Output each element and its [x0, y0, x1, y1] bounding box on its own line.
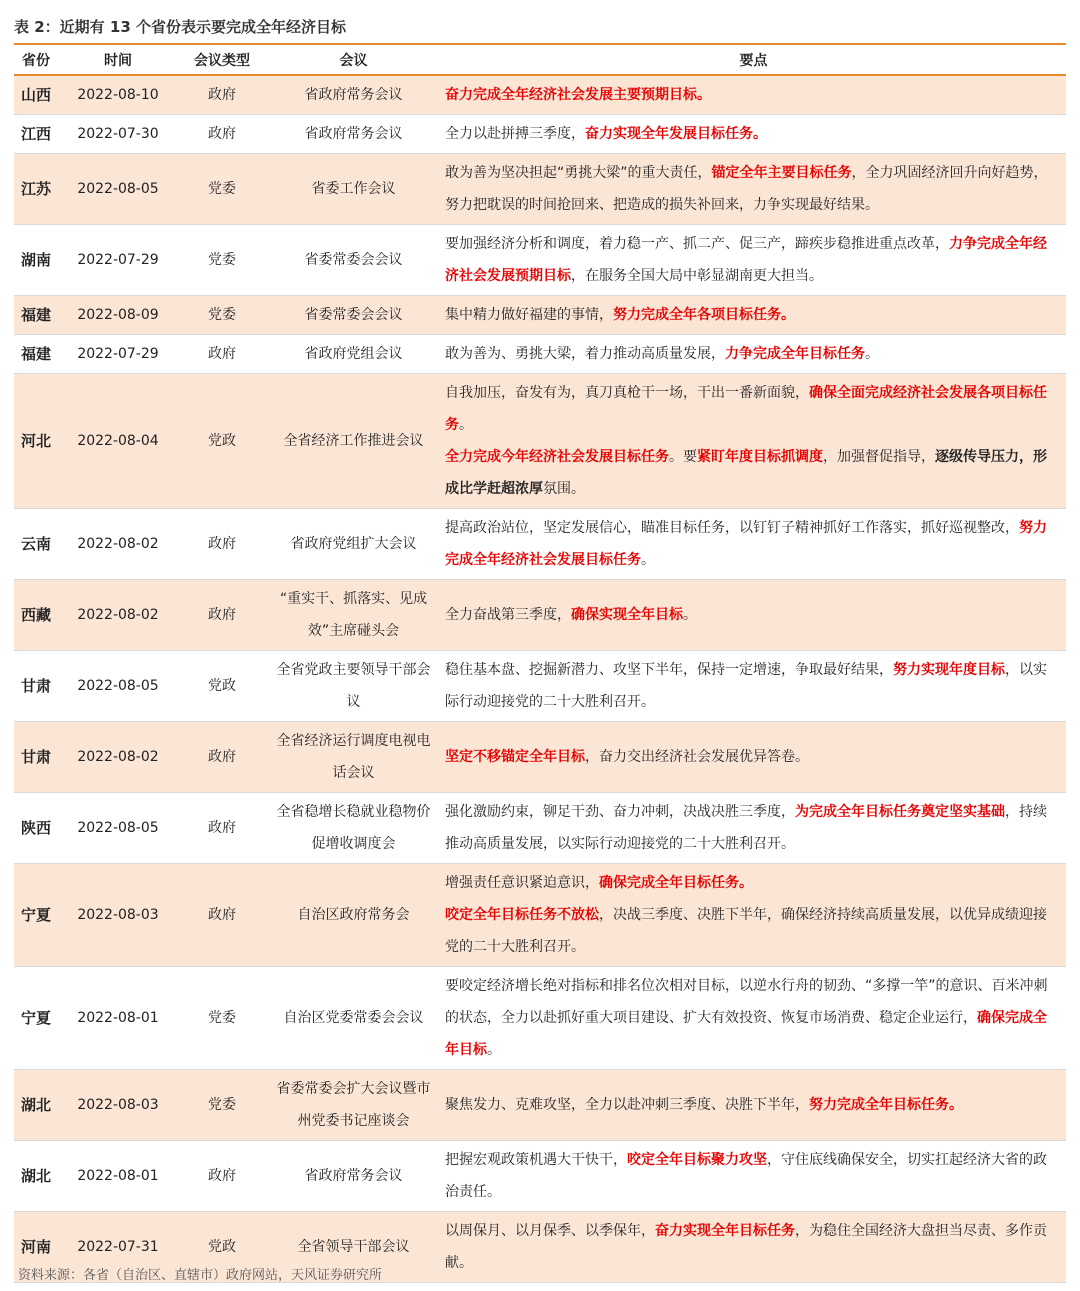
point-text: 敢为善为坚决担起“勇挑大梁”的重大责任， [445, 165, 712, 181]
cell-key-points [441, 374, 1066, 509]
highlighted-text: 锚定全年主要目标任务 [711, 165, 852, 181]
cell-province: 西藏 [14, 580, 58, 651]
cell-date: 2022-07-30 [58, 115, 178, 154]
cell-meeting: 省政府党组会议 [266, 335, 441, 374]
cell-province: 云南 [14, 509, 58, 580]
table-row [14, 651, 1066, 722]
source-note: 资料来源：各省（自治区、直辖市）政府网站，天风证券研究所 [18, 1268, 383, 1283]
highlighted-text: 确保完成全年目标 [445, 1010, 1047, 1058]
point-text: ，为稳住全国经济大盘担当尽责、多作贡献。 [445, 1223, 1047, 1271]
cell-meeting-type: 政府 [178, 864, 266, 967]
cell-date: 2022-07-29 [58, 335, 178, 374]
point-text: 稳住基本盘、挖掘新潜力、攻坚下半年，保持一定增速，争取最好结果， [445, 662, 893, 678]
cell-meeting: 全省领导干部会议 [266, 1212, 441, 1283]
table-row [14, 967, 1066, 1070]
point-text: ，以实际行动迎接党的二十大胜利召开。 [445, 662, 1047, 710]
cell-date: 2022-08-03 [58, 1070, 178, 1141]
table-row [14, 154, 1066, 225]
cell-date: 2022-08-05 [58, 793, 178, 864]
cell-meeting-type: 政府 [178, 1141, 266, 1212]
table-body [14, 75, 1066, 1283]
cell-key-points [441, 651, 1066, 722]
table-row [14, 580, 1066, 651]
cell-meeting-type: 党委 [178, 1070, 266, 1141]
key-point-paragraph [445, 867, 1060, 899]
key-point-paragraph [445, 599, 1060, 631]
column-header-meeting: 会议 [266, 44, 441, 75]
cell-province: 山西 [14, 75, 58, 115]
point-text: 要加强经济分析和调度，着力稳一产、抓二产、促三产，蹄疾步稳推进重点改革， [445, 236, 949, 252]
point-text: 氛围。 [543, 481, 585, 497]
cell-meeting-type: 政府 [178, 722, 266, 793]
cell-date: 2022-07-31 [58, 1212, 178, 1283]
cell-date: 2022-08-01 [58, 967, 178, 1070]
highlighted-text: 确保实现全年目标 [571, 607, 683, 623]
cell-meeting: 省委常委会扩大会议暨市州党委书记座谈会 [266, 1070, 441, 1141]
point-text: 要咬定经济增长绝对指标和排名位次相对目标，以逆水行舟的韧劲、“多撑一竿”的意识、百米冲刺的状态，全力以赴抓好重大项目建设、扩大有效投资、恢复市场消费、稳定企业运行， [445, 978, 1048, 1026]
cell-meeting: 省委工作会议 [266, 154, 441, 225]
cell-date: 2022-08-01 [58, 1141, 178, 1212]
point-text: 提高政治站位，坚定发展信心，瞄准目标任务，以钉钉子精神抓好工作落实，抓好巡视整改， [445, 520, 1019, 536]
highlighted-text: 为完成全年目标任务奠定坚实基础 [795, 804, 1005, 820]
cell-date: 2022-08-02 [58, 509, 178, 580]
cell-key-points [441, 225, 1066, 296]
cell-province: 甘肃 [14, 722, 58, 793]
highlighted-text: 努力完成全年目标任务。 [809, 1097, 963, 1113]
cell-key-points [441, 296, 1066, 335]
highlighted-text: 坚定不移锚定全年目标 [445, 749, 585, 765]
cell-meeting-type: 党政 [178, 1212, 266, 1283]
cell-date: 2022-08-10 [58, 75, 178, 115]
table-row [14, 374, 1066, 509]
point-text: 。 [487, 1042, 501, 1058]
cell-meeting: “重实干、抓落实、见成效”主席碰头会 [266, 580, 441, 651]
cell-province: 陕西 [14, 793, 58, 864]
province-targets-table [14, 43, 1066, 1283]
table-row [14, 296, 1066, 335]
key-point-paragraph [445, 377, 1060, 441]
cell-meeting: 全省党政主要领导干部会议 [266, 651, 441, 722]
highlighted-text: 全力完成今年经济社会发展目标任务 [445, 449, 669, 465]
key-point-paragraph [445, 1089, 1060, 1121]
cell-key-points [441, 1070, 1066, 1141]
cell-province: 宁夏 [14, 967, 58, 1070]
cell-province: 福建 [14, 296, 58, 335]
highlighted-text: 紧盯年度目标抓调度 [697, 449, 823, 465]
point-text: 增强责任意识紧迫意识， [445, 875, 599, 891]
cell-province: 河南 [14, 1212, 58, 1283]
cell-meeting-type: 政府 [178, 580, 266, 651]
cell-meeting: 自治区政府常务会 [266, 864, 441, 967]
point-text: 全力以赴拼搏三季度， [445, 126, 585, 142]
table-row [14, 793, 1066, 864]
table-row [14, 75, 1066, 115]
highlighted-text: 奋力完成全年经济社会发展主要预期目标。 [445, 87, 711, 103]
key-point-paragraph [445, 970, 1060, 1066]
cell-meeting-type: 政府 [178, 335, 266, 374]
highlighted-text: 努力完成全年经济社会发展目标任务 [445, 520, 1047, 568]
cell-key-points [441, 75, 1066, 115]
highlighted-text: 努力完成全年各项目标任务。 [613, 307, 795, 323]
key-point-paragraph [445, 1144, 1060, 1208]
key-point-paragraph [445, 741, 1060, 773]
cell-key-points [441, 509, 1066, 580]
point-text: ，持续推动高质量发展，以实际行动迎接党的二十大胜利召开。 [445, 804, 1047, 852]
key-point-paragraph [445, 338, 1060, 370]
point-text: 。 [865, 346, 879, 362]
cell-meeting: 全省经济运行调度电视电话会议 [266, 722, 441, 793]
cell-meeting: 省政府党组扩大会议 [266, 509, 441, 580]
column-header-date: 时间 [58, 44, 178, 75]
table-row [14, 1070, 1066, 1141]
cell-meeting-type: 党委 [178, 154, 266, 225]
cell-meeting: 全省经济工作推进会议 [266, 374, 441, 509]
point-text: 。 [683, 607, 697, 623]
point-text: 逐级传导压力，形成比学赶超浓厚 [445, 449, 1047, 497]
table-row [14, 225, 1066, 296]
cell-key-points [441, 722, 1066, 793]
key-point-paragraph [445, 228, 1060, 292]
point-text: 。要 [669, 449, 697, 465]
point-text: 。 [641, 552, 655, 568]
highlighted-text: 奋力实现全年发展目标任务。 [585, 126, 767, 142]
cell-date: 2022-08-05 [58, 154, 178, 225]
column-header-meeting-type: 会议类型 [178, 44, 266, 75]
key-point-paragraph [445, 157, 1060, 221]
cell-province: 福建 [14, 335, 58, 374]
cell-meeting-type: 政府 [178, 115, 266, 154]
cell-meeting: 全省稳增长稳就业稳物价促增收调度会 [266, 793, 441, 864]
cell-meeting-type: 政府 [178, 75, 266, 115]
cell-date: 2022-08-02 [58, 580, 178, 651]
table-row [14, 864, 1066, 967]
table-row [14, 115, 1066, 154]
cell-meeting-type: 党政 [178, 651, 266, 722]
point-text: 。 [459, 417, 473, 433]
point-text: 自我加压，奋发有为，真刀真枪干一场，干出一番新面貌， [445, 385, 809, 401]
cell-date: 2022-08-05 [58, 651, 178, 722]
cell-meeting: 省政府常务会议 [266, 115, 441, 154]
cell-meeting: 省委常委会会议 [266, 225, 441, 296]
highlighted-text: 咬定全年目标任务不放松 [445, 907, 599, 923]
column-header-province: 省份 [14, 44, 58, 75]
table-row [14, 509, 1066, 580]
key-point-paragraph [445, 654, 1060, 718]
point-text: ，在服务全国大局中彰显湖南更大担当。 [571, 268, 823, 284]
table-header-row [14, 44, 1066, 75]
point-text: 把握宏观政策机遇大干快干， [445, 1152, 627, 1168]
key-point-paragraph [445, 512, 1060, 576]
highlighted-text: 奋力实现全年目标任务 [655, 1223, 795, 1239]
cell-meeting-type: 党委 [178, 967, 266, 1070]
cell-key-points [441, 793, 1066, 864]
cell-key-points [441, 1141, 1066, 1212]
cell-province: 甘肃 [14, 651, 58, 722]
cell-meeting-type: 党政 [178, 374, 266, 509]
cell-meeting-type: 党委 [178, 225, 266, 296]
cell-meeting: 省政府常务会议 [266, 75, 441, 115]
cell-province: 湖北 [14, 1141, 58, 1212]
highlighted-text: 确保完成全年目标任务。 [599, 875, 753, 891]
cell-province: 湖北 [14, 1070, 58, 1141]
cell-meeting-type: 政府 [178, 509, 266, 580]
point-text: ，决战三季度、决胜下半年，确保经济持续高质量发展，以优异成绩迎接党的二十大胜利召开。 [445, 907, 1047, 955]
point-text: 集中精力做好福建的事情， [445, 307, 613, 323]
key-point-paragraph [445, 441, 1060, 505]
highlighted-text: 力争完成全年经济社会发展预期目标 [445, 236, 1047, 284]
cell-key-points [441, 580, 1066, 651]
key-point-paragraph [445, 796, 1060, 860]
table-row [14, 722, 1066, 793]
column-header-key-points: 要点 [441, 44, 1066, 75]
point-text: ，全力巩固经济回升向好趋势，努力把耽误的时间抢回来、把造成的损失补回来，力争实现最好结果。 [445, 165, 1048, 213]
cell-province: 湖南 [14, 225, 58, 296]
cell-meeting-type: 党委 [178, 296, 266, 335]
table-caption: 表 2：近期有 13 个省份表示要完成全年经济目标 [14, 18, 346, 36]
cell-key-points [441, 335, 1066, 374]
point-text: 全力奋战第三季度， [445, 607, 571, 623]
cell-key-points [441, 115, 1066, 154]
highlighted-text: 努力实现年度目标 [893, 662, 1005, 678]
cell-date: 2022-07-29 [58, 225, 178, 296]
key-point-paragraph [445, 79, 1060, 111]
table-row [14, 335, 1066, 374]
point-text: 聚焦发力、克难攻坚，全力以赴冲刺三季度、决胜下半年， [445, 1097, 809, 1113]
point-text: ，奋力交出经济社会发展优异答卷。 [585, 749, 809, 765]
cell-meeting: 省政府常务会议 [266, 1141, 441, 1212]
cell-meeting: 省委常委会会议 [266, 296, 441, 335]
cell-date: 2022-08-02 [58, 722, 178, 793]
cell-key-points [441, 967, 1066, 1070]
cell-key-points [441, 154, 1066, 225]
cell-province: 河北 [14, 374, 58, 509]
key-point-paragraph [445, 299, 1060, 331]
cell-province: 宁夏 [14, 864, 58, 967]
key-point-paragraph [445, 118, 1060, 150]
key-point-paragraph [445, 899, 1060, 963]
point-text: ，加强督促指导， [823, 449, 935, 465]
highlighted-text: 力争完成全年目标任务 [725, 346, 865, 362]
point-text: 以周保月、以月保季、以季保年， [445, 1223, 655, 1239]
point-text: 敢为善为、勇挑大梁，着力推动高质量发展， [445, 346, 725, 362]
highlighted-text: 咬定全年目标聚力攻坚 [627, 1152, 767, 1168]
cell-date: 2022-08-09 [58, 296, 178, 335]
cell-meeting: 自治区党委常委会会议 [266, 967, 441, 1070]
cell-province: 江西 [14, 115, 58, 154]
cell-province: 江苏 [14, 154, 58, 225]
table-row [14, 1141, 1066, 1212]
cell-meeting-type: 政府 [178, 793, 266, 864]
cell-key-points [441, 864, 1066, 967]
point-text: 强化激励约束，铆足干劲、奋力冲刺，决战决胜三季度， [445, 804, 795, 820]
cell-date: 2022-08-03 [58, 864, 178, 967]
cell-date: 2022-08-04 [58, 374, 178, 509]
highlighted-text: 确保全面完成经济社会发展各项目标任务 [445, 385, 1047, 433]
point-text: ，守住底线确保安全，切实扛起经济大省的政治责任。 [445, 1152, 1047, 1200]
